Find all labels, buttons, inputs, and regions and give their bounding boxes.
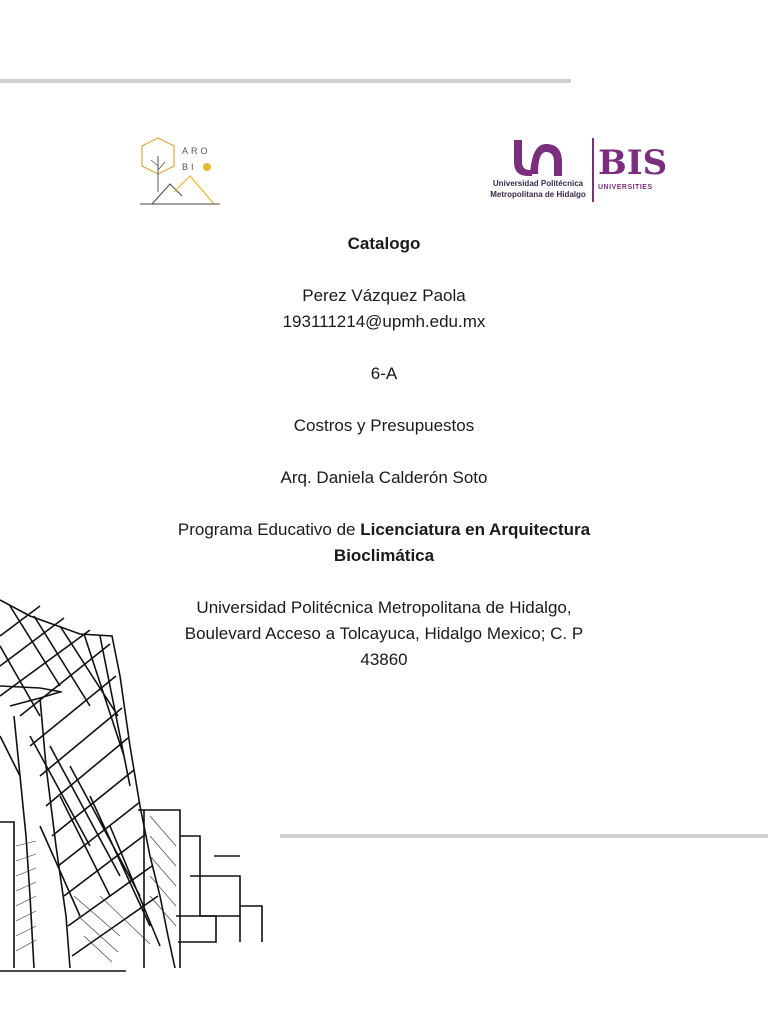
arobio-logo [138,134,222,208]
arobio-dot-icon [203,163,211,171]
upmh-mark-icon [510,136,570,178]
bis-logo-subtitle: UNIVERSITIES [598,184,653,191]
group: 6-A [370,364,398,383]
arobio-text-line2: BI [182,162,197,172]
author-email: 193111214@upmh.edu.mx [282,312,486,331]
address-line2: Boulevard Acceso a Tolcayuca, Hidalgo Mexico; C. P [184,624,584,643]
program-name-part1: Licenciatura en Arquitectura [360,520,591,539]
upmh-name-line1: Universidad Politécnica [492,179,584,188]
upmh-bis-logo [484,134,668,206]
upmh-name-line2: Metropolitana de Hidalgo [490,190,586,199]
bis-logo-title: BIS [598,143,668,183]
subject: Costros y Presupuestos [293,416,475,435]
arobio-text-line1: ARO [182,146,211,156]
teacher: Arq. Daniela Calderón Soto [280,468,488,487]
program [150,517,618,543]
author-name: Perez Vázquez Paola [302,286,466,305]
address-line3: 43860 [360,650,408,669]
bottom-divider [280,834,768,838]
top-divider [0,79,571,83]
program-name-part2: Bioclimática [333,546,435,565]
building-sketch [0,596,270,976]
document-title: Catalogo [347,234,421,253]
address-line1: Universidad Politécnica Metropolitana de Hidalgo, [196,598,572,617]
logo-divider [592,138,594,202]
program-prefix: Programa Educativo de [177,520,361,539]
